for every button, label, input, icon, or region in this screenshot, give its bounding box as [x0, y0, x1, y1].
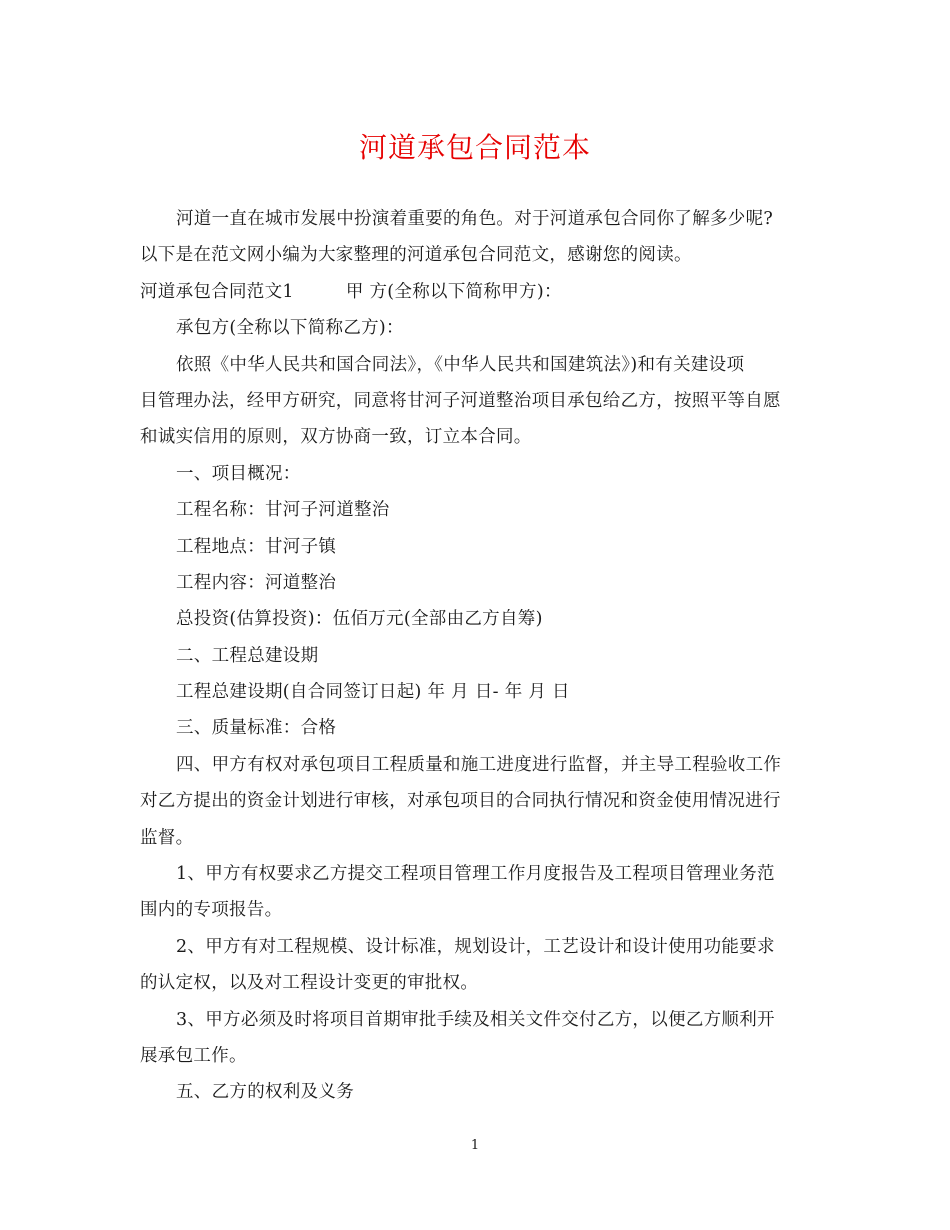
paragraph-line: 和诚实信用的原则，双方协商一致，订立本合同。: [140, 427, 532, 448]
document-body: [140, 201, 815, 1111]
page-number: 1: [470, 1138, 480, 1153]
paragraph-line: 目管理办法，经甲方研究，同意将甘河子河道整治项目承包给乙方，按照平等自愿: [140, 390, 781, 411]
paragraph-line: 工程内容：河道整治: [176, 572, 337, 593]
paragraph-line: [140, 274, 815, 310]
paragraph-line: 依照《中华人民共和国合同法》，《中华人民共和国建筑法》)和有关建设项: [176, 354, 745, 375]
paragraph-line: 3、甲方必须及时将项目首期审批手续及相关文件交付乙方，以便乙方顺利开: [176, 1009, 775, 1030]
paragraph-line: 总投资(估算投资)：伍佰万元(全部由乙方自筹): [176, 609, 543, 630]
paragraph-line: 工程地点：甘河子镇: [176, 536, 337, 557]
paragraph-line: 工程总建设期(自合同签订日起) 年 月 日- 年 月 日: [176, 682, 570, 703]
party-a-label: 甲 方(全称以下简称甲方)：: [345, 281, 562, 302]
section-heading: 五、乙方的权利及义务: [176, 1082, 354, 1103]
paragraph-line: 河道一直在城市发展中扮演着重要的角色。对于河道承包合同你了解多少呢?: [176, 209, 774, 229]
paragraph-line: 监督。: [140, 827, 194, 848]
section-heading: 三、质量标准：合格: [176, 718, 337, 739]
paragraph-line: 对乙方提出的资金计划进行审核，对承包项目的合同执行情况和资金使用情况进行: [140, 791, 781, 812]
paragraph-line: 四、甲方有权对承包项目工程质量和施工进度进行监督，并主导工程验收工作: [176, 754, 782, 775]
section-heading: 二、工程总建设期: [176, 645, 319, 666]
paragraph-line: 以下是在范文网小编为大家整理的河道承包合同范文，感谢您的阅读。: [140, 245, 692, 266]
paragraph-line: 承包方(全称以下简称乙方)：: [176, 318, 404, 339]
paragraph-line: 的认定权，以及对工程设计变更的审批权。: [140, 973, 479, 994]
paragraph-line: 1、甲方有权要求乙方提交工程项目管理工作月度报告及工程项目管理业务范: [176, 864, 775, 885]
paragraph-line: 2、甲方有对工程规模、设计标准，规划设计，工艺设计和设计使用功能要求: [176, 936, 775, 957]
paragraph-line: 展承包工作。: [140, 1045, 247, 1066]
section-heading: 一、项目概况：: [176, 463, 301, 484]
paragraph-line: 工程名称：甘河子河道整治: [176, 500, 390, 521]
paragraph-line: 围内的专项报告。: [140, 900, 283, 921]
document-title: 河道承包合同范本: [358, 131, 591, 164]
sample-heading: 河道承包合同范文1: [140, 281, 294, 302]
